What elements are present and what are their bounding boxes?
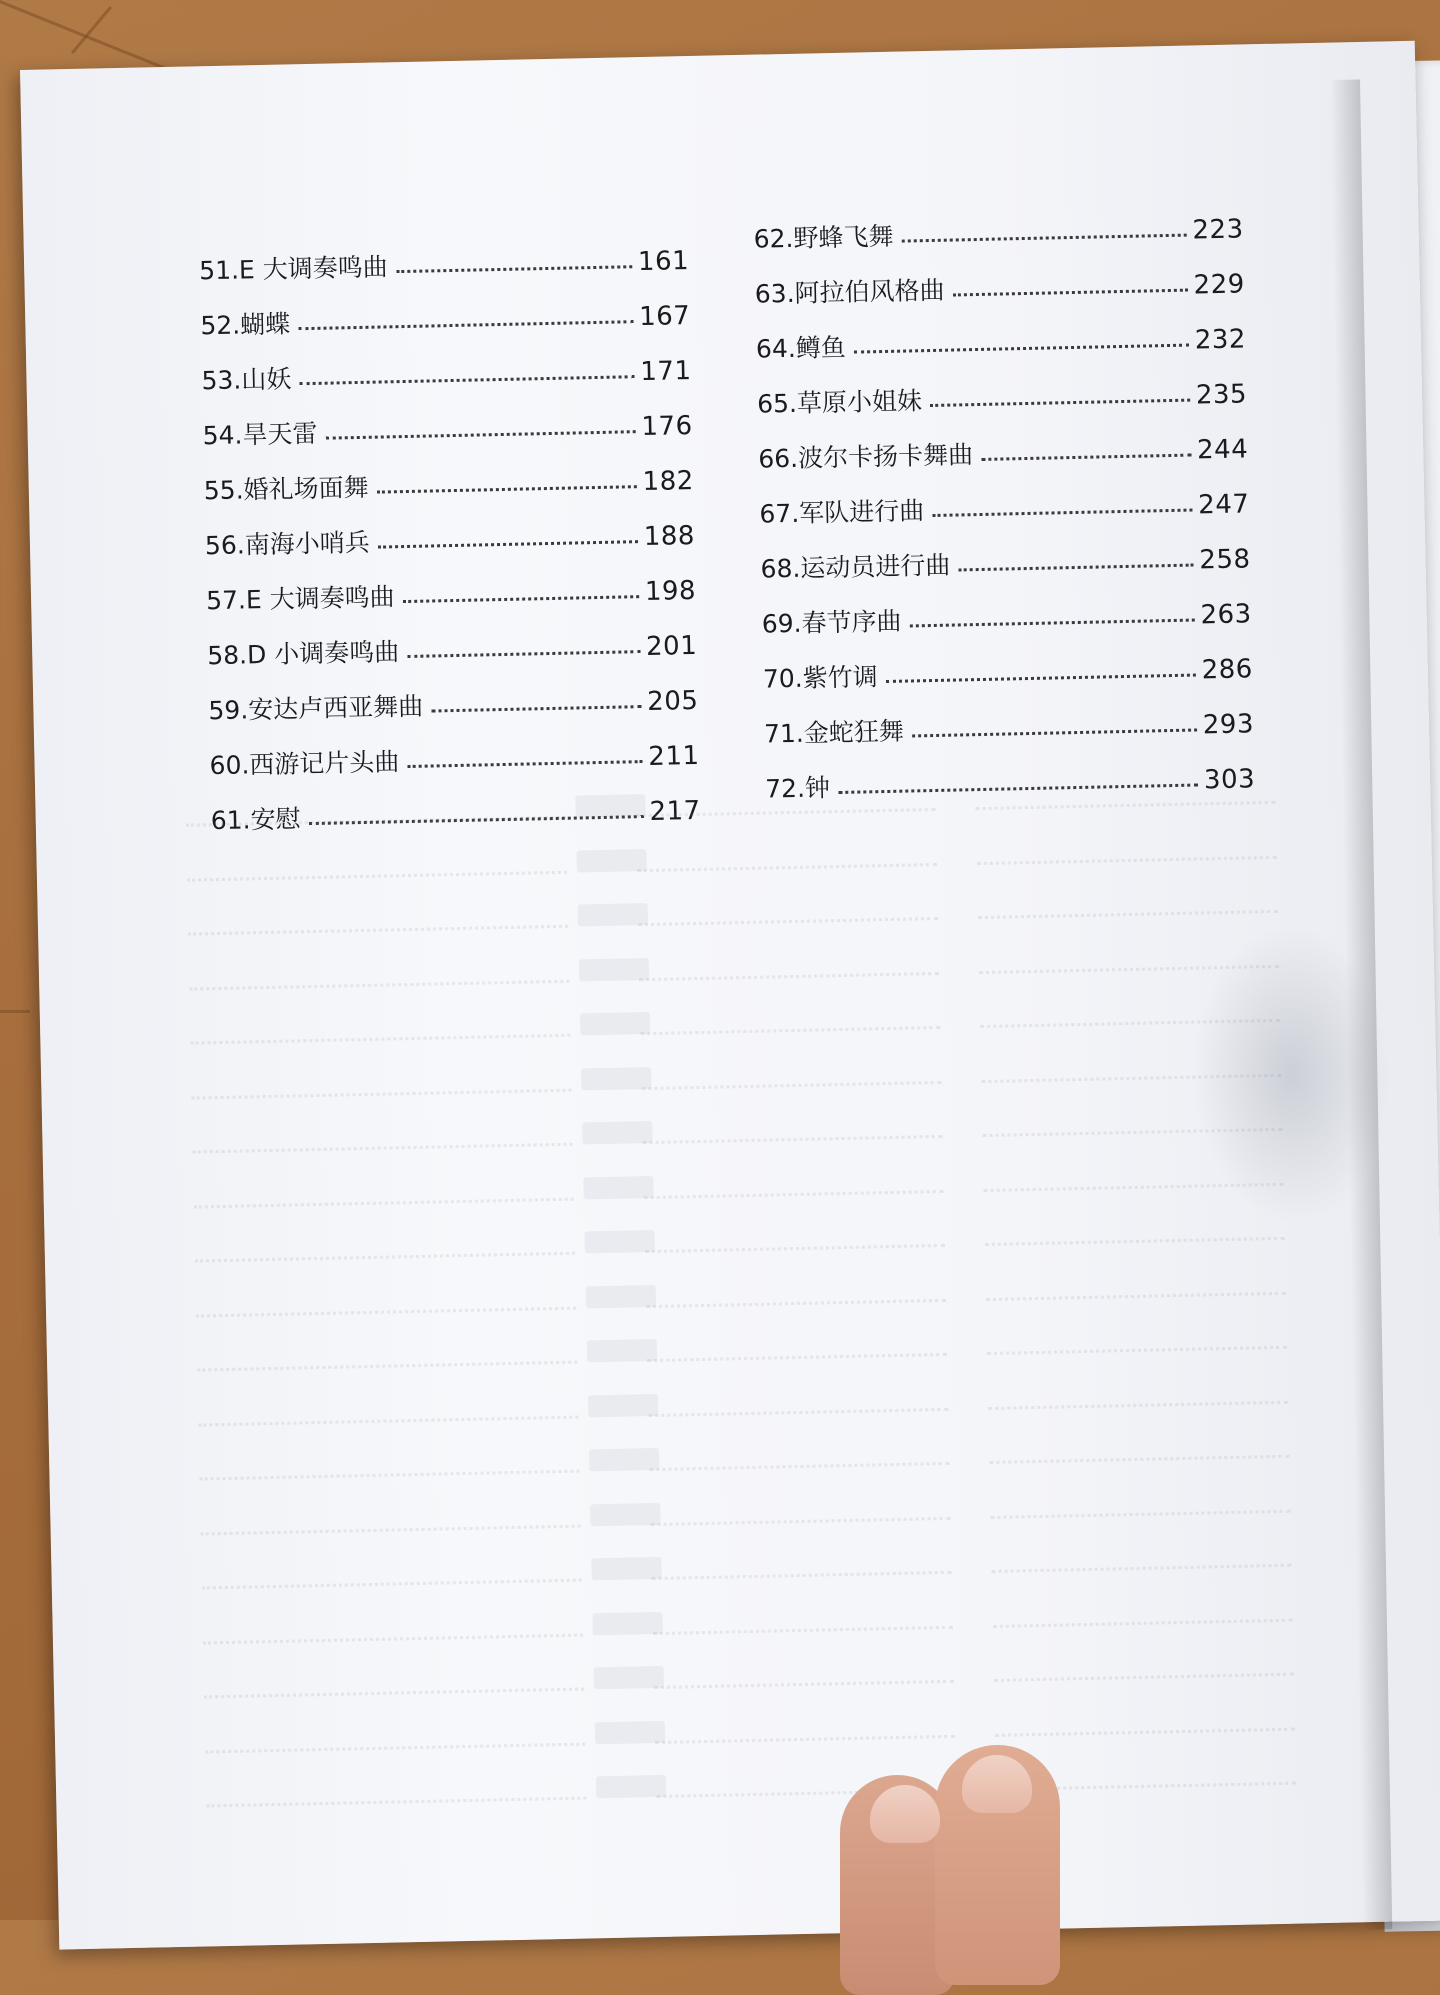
ghost-leader-line bbox=[199, 1448, 579, 1481]
ghost-leader-line bbox=[646, 1276, 946, 1307]
toc-entry bbox=[763, 649, 1254, 714]
ghost-text-block bbox=[594, 1666, 664, 1689]
ghost-leader-line bbox=[206, 1775, 586, 1808]
leader-dots bbox=[403, 595, 639, 603]
toc-entry-title: 春节序曲 bbox=[801, 606, 902, 638]
toc-entry bbox=[205, 516, 696, 581]
toc-entry-page: 176 bbox=[641, 410, 693, 443]
toc-entry-title: 金蛇狂舞 bbox=[803, 716, 905, 748]
ghost-leader-line bbox=[641, 1058, 941, 1089]
ghost-text-block bbox=[586, 1284, 656, 1307]
leader-dots bbox=[407, 760, 642, 768]
toc-entry-number: 52. bbox=[200, 310, 241, 341]
toc-entry-title: 波尔卡扬卡舞曲 bbox=[797, 440, 974, 473]
toc-entry-title: 婚礼场面舞 bbox=[243, 472, 369, 505]
ghost-text-block bbox=[578, 903, 648, 926]
toc-entry-title: 阿拉伯风格曲 bbox=[794, 275, 945, 308]
leader-dots bbox=[902, 234, 1187, 243]
leader-dots bbox=[407, 650, 640, 658]
toc-entry bbox=[199, 241, 690, 306]
ghost-leader-line bbox=[647, 1331, 947, 1362]
toc-entry bbox=[208, 681, 699, 746]
ghost-text-block bbox=[595, 1720, 665, 1743]
toc-entry bbox=[764, 704, 1255, 769]
leader-dots bbox=[981, 454, 1191, 461]
ghost-text-block bbox=[588, 1393, 658, 1416]
ghost-leader-line bbox=[992, 1596, 1292, 1627]
toc-entry-page: 198 bbox=[644, 575, 697, 608]
toc-entry-page: 263 bbox=[1200, 599, 1252, 631]
toc-entry-page: 258 bbox=[1199, 544, 1251, 576]
ghost-text-block bbox=[587, 1339, 657, 1362]
ghost-leader-line bbox=[640, 1004, 940, 1035]
ghost-text-block bbox=[581, 1067, 651, 1090]
toc-entry-number: 65. bbox=[756, 388, 798, 419]
leader-dots bbox=[930, 399, 1190, 407]
toc-entry-number: 67. bbox=[759, 498, 800, 529]
toc-entry bbox=[760, 539, 1251, 604]
toc-entry-title: 草原小姐妹 bbox=[796, 386, 923, 418]
toc-entry-number: 69. bbox=[761, 608, 802, 639]
ghost-leader-line bbox=[190, 1012, 570, 1045]
ghost-leader-line bbox=[200, 1502, 580, 1535]
toc-entry-title: E 大调奏鸣曲 bbox=[238, 252, 389, 285]
toc-entry-number: 51. bbox=[198, 255, 240, 286]
ghost-leader-line bbox=[192, 1121, 572, 1154]
ghost-text-block bbox=[575, 794, 645, 817]
ghost-leader-line bbox=[648, 1385, 948, 1416]
ghost-leader-line bbox=[636, 840, 936, 871]
ghost-leader-line bbox=[191, 1066, 571, 1099]
toc-entry-number: 53. bbox=[201, 365, 242, 396]
toc-entry-number: 71. bbox=[763, 718, 805, 749]
toc-entry-number: 66. bbox=[758, 443, 799, 474]
toc-entry-page: 161 bbox=[637, 246, 690, 278]
ghost-leader-line bbox=[194, 1230, 574, 1263]
leader-dots bbox=[910, 619, 1195, 628]
ghost-leader-line bbox=[201, 1557, 581, 1590]
ghost-leader-line bbox=[638, 895, 938, 926]
toc-entry-title: 运动员进行曲 bbox=[800, 550, 951, 583]
ghost-text-block bbox=[590, 1502, 660, 1525]
toc-entry-title: 钟 bbox=[804, 773, 831, 803]
toc-entry-title: 安慰 bbox=[250, 804, 301, 835]
toc-entry-title: 西游记片头曲 bbox=[249, 747, 400, 780]
toc-entry-title: 安达卢西亚舞曲 bbox=[247, 691, 424, 725]
ghost-leader-line bbox=[652, 1603, 952, 1634]
toc-entry-title: 蝴蝶 bbox=[239, 309, 291, 340]
leader-dots bbox=[299, 375, 634, 385]
toc-entry-number: 68. bbox=[760, 553, 801, 584]
ghost-leader-line bbox=[205, 1720, 585, 1753]
toc-entry-title: 山妖 bbox=[241, 364, 292, 395]
ghost-leader-line bbox=[987, 1324, 1287, 1355]
ghost-leader-line bbox=[995, 1705, 1295, 1736]
toc-entry-page: 303 bbox=[1203, 764, 1256, 796]
toc-entry bbox=[203, 461, 694, 526]
toc-entry-number: 63. bbox=[754, 278, 795, 309]
ghost-text-block bbox=[576, 849, 646, 872]
ghost-leader-line bbox=[643, 1167, 943, 1198]
ghost-leader-line bbox=[991, 1542, 1291, 1573]
ghost-leader-line bbox=[196, 1284, 576, 1317]
ghost-leader-line bbox=[988, 1378, 1288, 1409]
toc-entry-page: 167 bbox=[638, 301, 691, 333]
toc-entry-number: 60. bbox=[209, 750, 250, 781]
toc-entry-page: 232 bbox=[1194, 324, 1247, 356]
leader-dots bbox=[886, 674, 1196, 683]
leader-dots bbox=[958, 564, 1193, 572]
ghost-text-block bbox=[579, 958, 649, 981]
ghost-leader-line bbox=[639, 949, 939, 980]
toc-entry-title: 旱天雷 bbox=[242, 418, 318, 450]
toc-entry-title: 军队进行曲 bbox=[798, 496, 925, 528]
toc-entry-page: 217 bbox=[649, 795, 701, 827]
toc-entry-page: 223 bbox=[1192, 214, 1244, 246]
ghost-leader-line bbox=[188, 903, 568, 936]
leader-dots bbox=[378, 540, 638, 548]
book-page bbox=[20, 41, 1440, 1950]
ghost-text-block bbox=[591, 1557, 661, 1580]
toc-entry-page: 235 bbox=[1195, 379, 1248, 411]
toc-entry bbox=[201, 351, 692, 416]
ghost-text-block bbox=[596, 1775, 666, 1798]
toc-left-column bbox=[199, 241, 702, 856]
ghost-leader-line bbox=[189, 957, 569, 990]
ghost-leader-line bbox=[977, 888, 1277, 919]
ghost-leader-line bbox=[649, 1440, 949, 1471]
ghost-leader-line bbox=[985, 1269, 1285, 1300]
leader-dots bbox=[326, 430, 636, 439]
toc-entry bbox=[200, 296, 691, 361]
ghost-leader-line bbox=[642, 1113, 942, 1144]
ghost-text-block bbox=[584, 1230, 654, 1253]
leader-dots bbox=[377, 485, 637, 493]
ghost-leader-line bbox=[197, 1339, 577, 1372]
toc-entry-page: 293 bbox=[1202, 709, 1255, 741]
ghost-leader-line bbox=[202, 1611, 582, 1644]
ghost-text-block bbox=[589, 1448, 659, 1471]
toc-entry-page: 188 bbox=[643, 520, 696, 553]
toc-entry bbox=[206, 571, 697, 636]
toc-entry-number: 62. bbox=[753, 223, 794, 254]
toc-entry-page: 201 bbox=[645, 630, 698, 663]
leader-dots bbox=[854, 344, 1189, 354]
toc-entry bbox=[207, 626, 698, 691]
toc-entry-page: 171 bbox=[640, 356, 692, 388]
toc-entry-page: 182 bbox=[642, 465, 695, 498]
leader-dots bbox=[298, 320, 633, 330]
toc-entry-page: 286 bbox=[1201, 654, 1254, 686]
ghost-text-block bbox=[582, 1121, 652, 1144]
ghost-leader-line bbox=[644, 1222, 944, 1253]
leader-dots bbox=[912, 728, 1197, 737]
toc-entry bbox=[202, 406, 693, 471]
wood-grain-line bbox=[71, 6, 112, 54]
ghost-leader-line bbox=[650, 1494, 950, 1525]
ghost-leader-line bbox=[654, 1658, 954, 1689]
ghost-text-block bbox=[592, 1611, 662, 1634]
toc-entry-title: 南海小哨兵 bbox=[244, 527, 371, 560]
ghost-leader-line bbox=[198, 1393, 578, 1426]
toc-entry-number: 57. bbox=[205, 585, 247, 616]
ghost-leader-line bbox=[993, 1651, 1293, 1682]
toc-entry-number: 55. bbox=[203, 475, 244, 506]
ghost-leader-line bbox=[989, 1433, 1289, 1464]
toc-entry bbox=[756, 319, 1247, 384]
wood-grain-line bbox=[0, 1010, 30, 1013]
toc-entry-page: 211 bbox=[648, 740, 700, 772]
toc-entry-title: 紫竹调 bbox=[802, 662, 878, 693]
toc-entry-number: 72. bbox=[764, 773, 806, 804]
toc-entry-number: 59. bbox=[208, 695, 249, 726]
toc-entry bbox=[754, 264, 1245, 329]
toc-entry-number: 70. bbox=[762, 663, 803, 694]
toc-entry-number: 58. bbox=[207, 640, 248, 671]
ghost-text-block bbox=[583, 1175, 653, 1198]
ghost-leader-line bbox=[655, 1712, 955, 1743]
toc-entry-title: 野蜂飞舞 bbox=[793, 221, 894, 253]
toc-entry-title: D 小调奏鸣曲 bbox=[246, 637, 400, 670]
toc-entry bbox=[753, 209, 1244, 274]
toc-right-column bbox=[753, 209, 1256, 824]
ghost-leader-line bbox=[193, 1175, 573, 1208]
toc-entry-title: E 大调奏鸣曲 bbox=[245, 582, 395, 615]
ghost-leader-line bbox=[204, 1666, 584, 1699]
toc-entry-number: 61. bbox=[210, 805, 251, 836]
toc-entry-page: 244 bbox=[1196, 434, 1249, 466]
leader-dots bbox=[431, 705, 641, 712]
leader-dots bbox=[396, 265, 632, 273]
toc-entry-number: 54. bbox=[202, 420, 243, 451]
ghost-text-block bbox=[580, 1012, 650, 1035]
leader-dots bbox=[932, 509, 1192, 517]
toc-entry bbox=[759, 484, 1250, 549]
toc-entry bbox=[209, 736, 700, 801]
toc-entry-page: 205 bbox=[646, 685, 699, 717]
toc-entry bbox=[758, 429, 1249, 494]
ghost-leader-line bbox=[651, 1549, 951, 1580]
toc-entry-number: 56. bbox=[204, 530, 246, 561]
toc-entry-page: 229 bbox=[1193, 269, 1246, 301]
toc-entry bbox=[757, 374, 1248, 439]
leader-dots bbox=[953, 289, 1188, 297]
toc-entry-title: 鳟鱼 bbox=[795, 332, 847, 363]
toc-entry bbox=[761, 594, 1252, 659]
show-through-text bbox=[20, 41, 1415, 70]
ghost-leader-line bbox=[990, 1487, 1290, 1518]
toc-entry-number: 64. bbox=[755, 333, 797, 364]
ghost-leader-line bbox=[976, 833, 1276, 864]
toc-entry-page: 247 bbox=[1197, 489, 1250, 521]
